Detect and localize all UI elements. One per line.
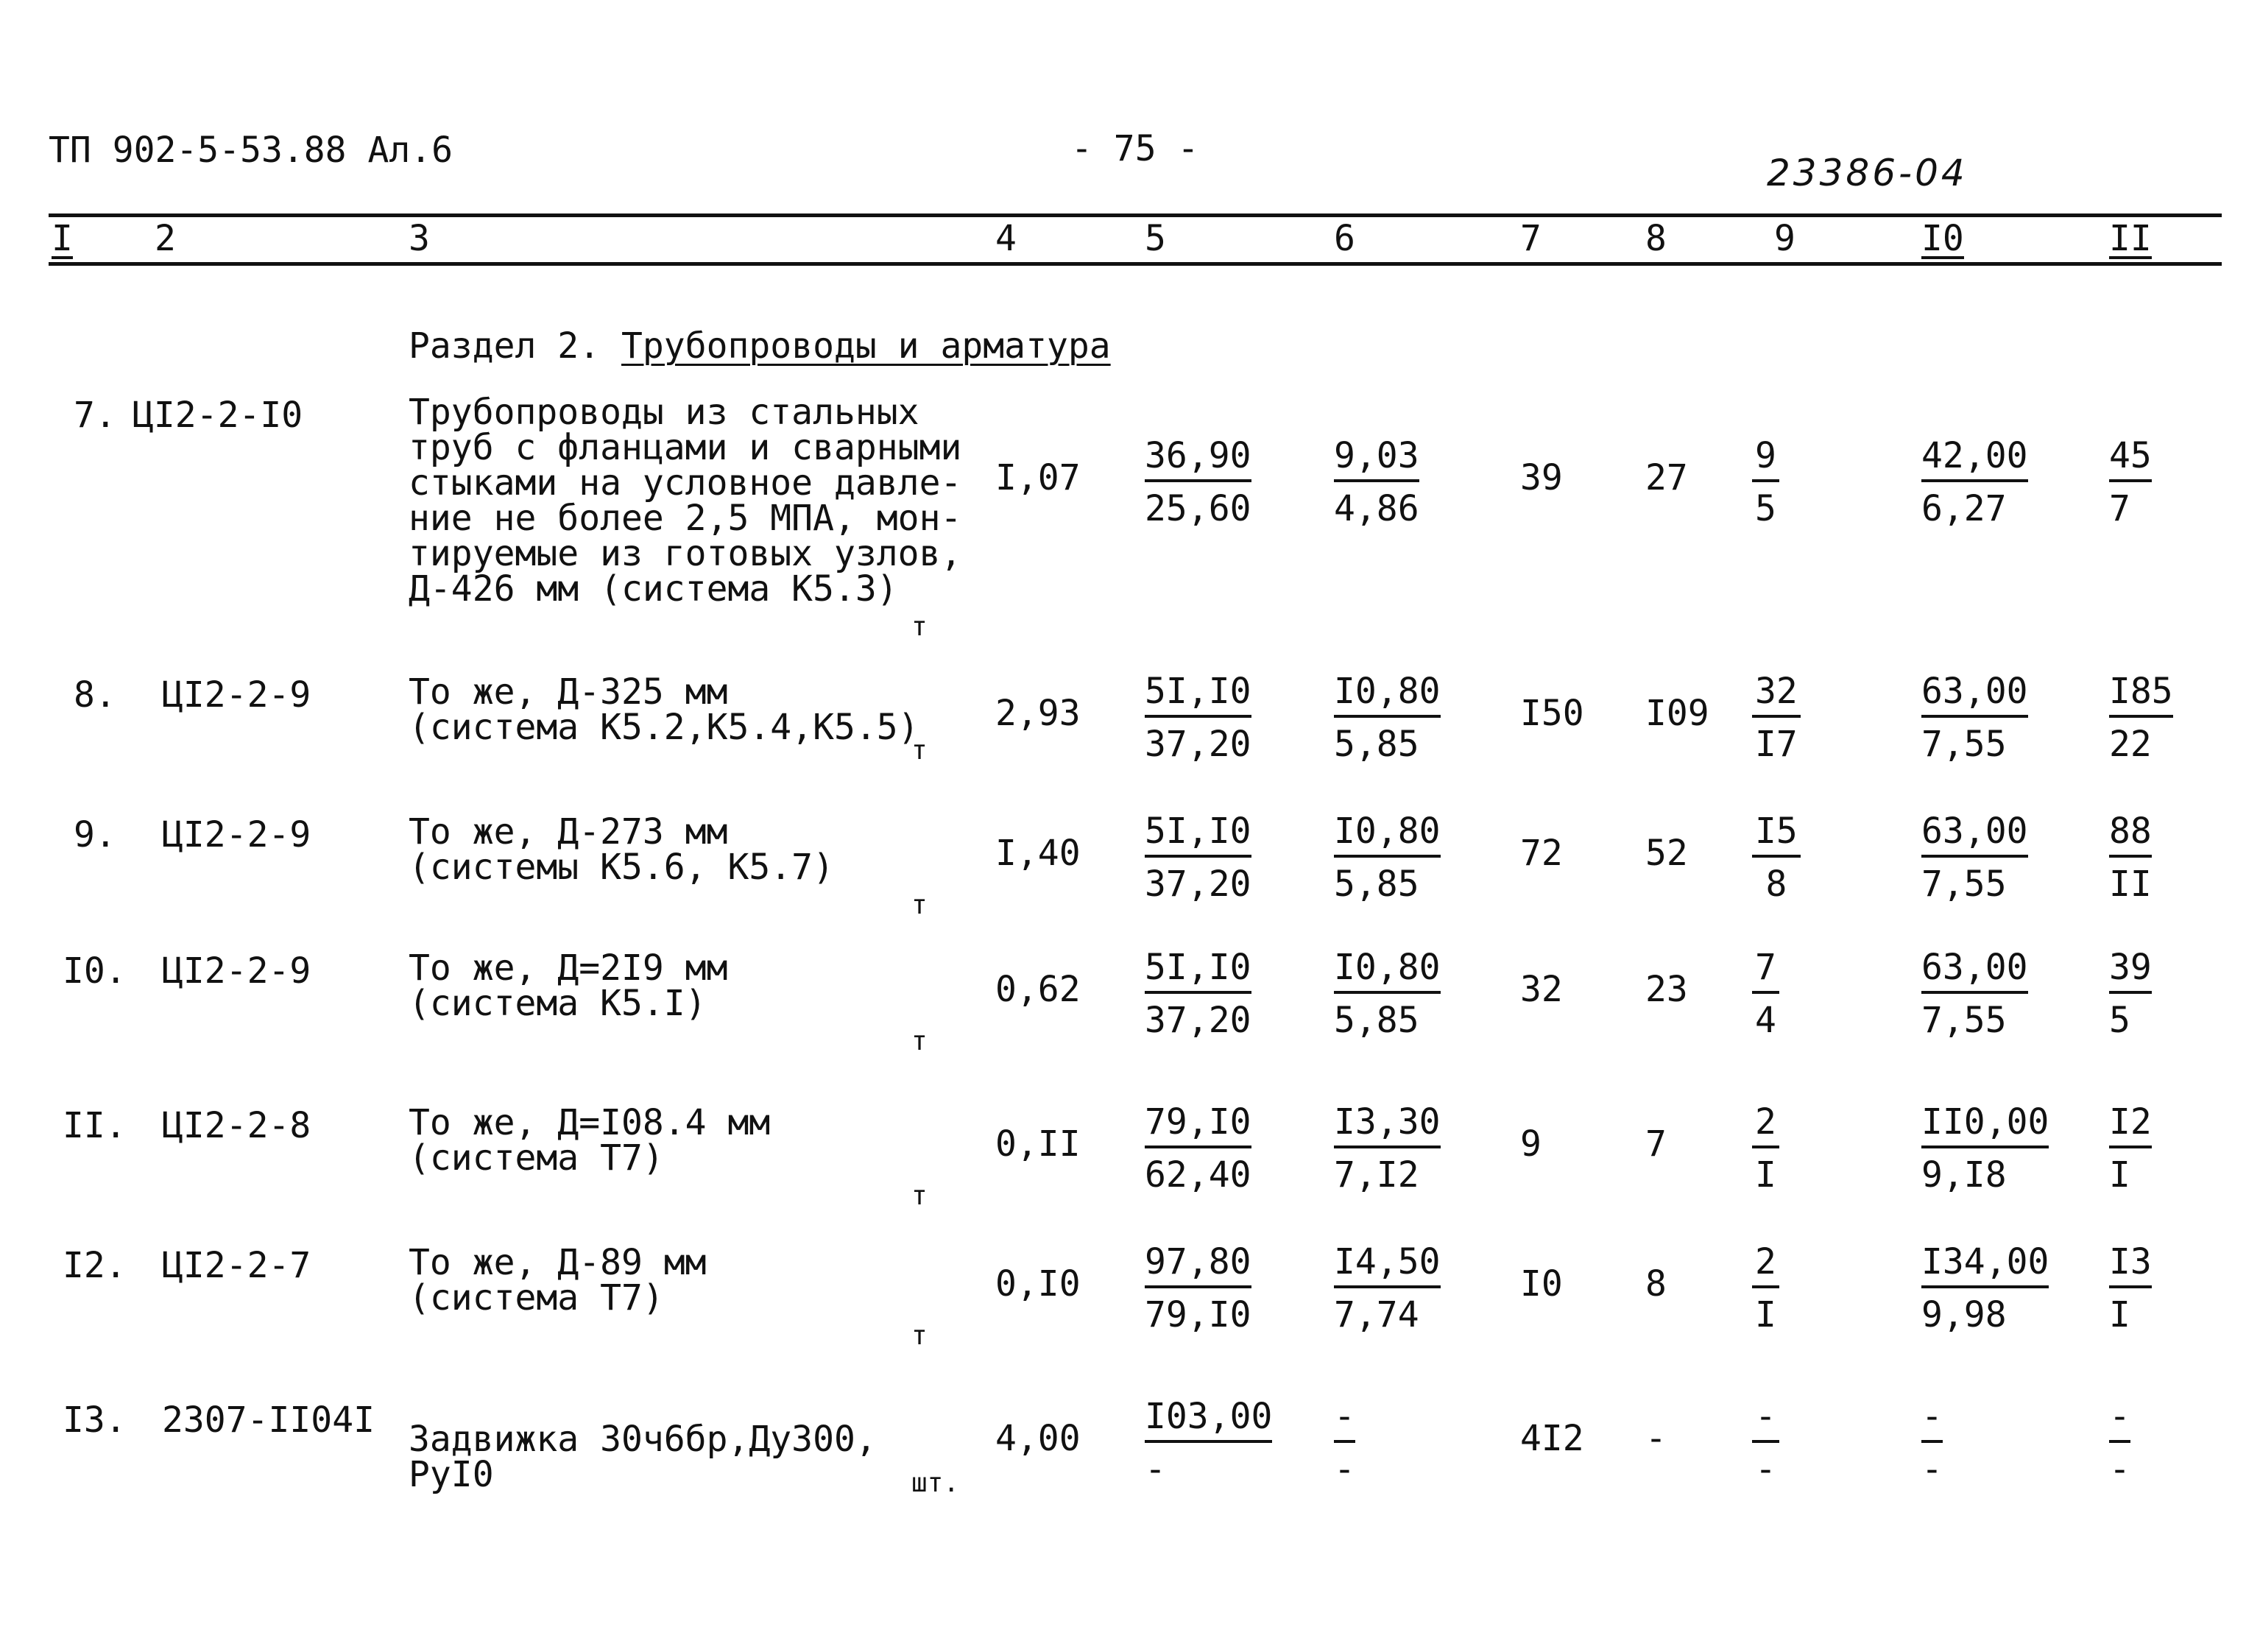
row-col10-denominator: 9,98 [1921,1294,2007,1335]
row-col6-denominator: 4,86 [1334,488,1419,529]
row-col6 [1334,435,1419,529]
row-col11-numerator: 88 [2109,813,2152,858]
row-col10 [1921,1241,2049,1335]
row-col8: 7 [1645,1123,1667,1165]
row-col11 [2109,671,2173,765]
row-col9 [1752,947,1779,1041]
row-description [409,811,834,888]
row-col6-denominator: 5,85 [1334,724,1419,765]
row-col5-denominator: - [1145,1449,1166,1490]
row-number: I2. [63,1245,127,1286]
description-line: То же, Д=I08.4 мм [409,1102,771,1143]
row-number: 7. [74,395,116,436]
row-col8: 8 [1645,1263,1667,1305]
row-col9-denominator: - [1755,1449,1776,1490]
description-line: (системы К5.6, К5.7) [409,847,834,888]
row-col8: - [1645,1418,1667,1459]
row-col5-numerator: 97,80 [1145,1244,1251,1288]
row-col11-denominator: 22 [2109,724,2152,765]
row-col10-denominator: - [1921,1449,1943,1490]
row-col4: I,07 [995,457,1081,498]
row-col6-numerator: I3,30 [1334,1104,1441,1148]
section-title: Трубопроводы и арматура [621,325,1111,367]
row-description [409,671,919,748]
row-col9 [1752,671,1801,765]
column-number-5: 5 [1145,218,1166,259]
section-heading [409,325,1111,367]
row-unit: шт. [911,1468,960,1498]
row-col5-numerator: 36,90 [1145,438,1251,482]
column-number-4: 4 [995,218,1017,259]
row-col6 [1334,671,1441,765]
row-col4: 0,62 [995,969,1081,1010]
row-col6 [1334,1396,1355,1490]
row-col8: I09 [1645,693,1709,734]
row-col7: I0 [1520,1263,1563,1305]
row-unit: т [911,735,928,766]
row-col9-denominator: I [1755,1294,1776,1335]
row-col5-numerator: 5I,I0 [1145,950,1251,994]
row-col6-denominator: 5,85 [1334,1000,1419,1041]
row-number: I3. [63,1399,127,1441]
row-col5-numerator: 5I,I0 [1145,674,1251,718]
row-col9 [1752,435,1779,529]
row-col9 [1752,1241,1779,1335]
row-col7: I50 [1520,693,1584,734]
column-number-3: 3 [409,218,430,259]
description-line: (система К5.2,К5.4,К5.5) [409,707,919,748]
row-description [409,947,728,1024]
description-line: (система К5.I) [409,983,707,1024]
row-col7: 72 [1520,833,1563,874]
row-col6-numerator: I0,80 [1334,674,1441,718]
header-top-rule [49,213,2222,217]
row-col7: 39 [1520,457,1563,498]
row-col10-denominator: 7,55 [1921,724,2007,765]
handwritten-inventory-number: 23386-04 [1767,152,1968,194]
row-col9-denominator: 5 [1755,488,1776,529]
row-number: I0. [63,950,127,992]
row-col9-numerator: 32 [1752,674,1801,718]
description-line: тируемые из готовых узлов, [409,533,962,574]
row-col7: 9 [1520,1123,1542,1165]
row-col6-denominator: - [1334,1449,1355,1490]
table-row [0,1218,2260,1366]
page-number: - 75 - [1071,128,1199,169]
description-line: (система Т7) [409,1137,664,1179]
row-col7: 4I2 [1520,1418,1584,1459]
row-col9-numerator: - [1752,1399,1779,1443]
description-line: ние не более 2,5 МПА, мон- [409,498,962,539]
row-col5 [1145,1101,1251,1196]
row-col11 [2109,811,2152,905]
row-col6-denominator: 5,85 [1334,864,1419,905]
row-col11-denominator: I [2109,1154,2130,1196]
row-col5-denominator: 79,I0 [1145,1294,1251,1335]
row-col9-numerator: 2 [1752,1244,1779,1288]
row-code: ЦI2-2-9 [162,950,311,992]
row-col10 [1921,947,2028,1041]
row-col6 [1334,1101,1441,1196]
row-unit: т [911,1321,928,1351]
row-code: ЦI2-2-9 [162,674,311,716]
description-line: То же, Д-273 мм [409,811,728,853]
column-number-8: 8 [1645,218,1667,259]
row-col11-numerator: I3 [2109,1244,2152,1288]
row-col5 [1145,947,1251,1041]
table-row [0,1373,2260,1520]
row-col9-numerator: 2 [1752,1104,1779,1148]
column-number-2: 2 [155,218,176,259]
row-col6-denominator: 7,I2 [1334,1154,1419,1196]
row-code: ЦI2-2-I0 [133,395,303,436]
row-col5 [1145,1241,1251,1335]
row-col11 [2109,435,2152,529]
row-description [409,392,962,610]
row-col4: 2,93 [995,693,1081,734]
description-line: Задвижка 30ч6бр,Ду300, [409,1419,877,1460]
row-col10 [1921,1101,2049,1196]
document-id: ТП 902-5-53.88 Ал.6 [49,130,453,171]
row-col4: 0,II [995,1123,1081,1165]
row-col9 [1752,811,1801,905]
column-number-11: II [2109,218,2152,259]
row-col11-denominator: I [2109,1294,2130,1335]
description-line: труб с фланцами и сварными [409,427,962,468]
row-col11-denominator: 7 [2109,488,2130,529]
description-line: То же, Д-325 мм [409,671,728,713]
row-col5-denominator: 37,20 [1145,864,1251,905]
row-description [409,1242,707,1319]
row-col11-numerator: 39 [2109,950,2152,994]
row-col5 [1145,435,1251,529]
row-col6-numerator: 9,03 [1334,438,1419,482]
row-col5-numerator: 5I,I0 [1145,813,1251,858]
row-col11-numerator: I2 [2109,1104,2152,1148]
row-col11-denominator: - [2109,1449,2130,1490]
row-col9-numerator: 7 [1752,950,1779,994]
row-unit: т [911,612,928,642]
row-col9 [1752,1396,1779,1490]
row-col4: 0,I0 [995,1263,1081,1305]
row-code: ЦI2-2-7 [162,1245,311,1286]
row-col11 [2109,1396,2130,1490]
row-col10-denominator: 9,I8 [1921,1154,2007,1196]
row-description [409,1419,877,1495]
row-code: ЦI2-2-9 [162,814,311,855]
row-col9-denominator: I [1755,1154,1776,1196]
row-col11 [2109,1241,2152,1335]
row-code: 2307-II04I [162,1399,375,1441]
description-line: То же, Д=2I9 мм [409,947,728,989]
row-col6-numerator: - [1334,1399,1355,1443]
row-col10-numerator: I34,00 [1921,1244,2049,1288]
row-col10-denominator: 6,27 [1921,488,2007,529]
row-col10-numerator: 42,00 [1921,438,2028,482]
row-col6 [1334,811,1441,905]
table-row [0,788,2260,935]
row-col5 [1145,811,1251,905]
row-col8: 27 [1645,457,1688,498]
row-col5-numerator: 79,I0 [1145,1104,1251,1148]
column-number-6: 6 [1334,218,1355,259]
description-line: Д-426 мм (система К5.3) [409,568,898,610]
row-col6-numerator: I0,80 [1334,950,1441,994]
row-col5-denominator: 62,40 [1145,1154,1251,1196]
row-col9-denominator: I7 [1755,724,1798,765]
row-col10-numerator: 63,00 [1921,674,2028,718]
row-col10-numerator: - [1921,1399,1943,1443]
row-col10-denominator: 7,55 [1921,864,2007,905]
row-col6-denominator: 7,74 [1334,1294,1419,1335]
row-unit: т [911,890,928,920]
row-col5-denominator: 37,20 [1145,1000,1251,1041]
row-col10 [1921,435,2028,529]
row-col6-numerator: I0,80 [1334,813,1441,858]
row-col11-denominator: II [2109,864,2152,905]
row-col10-numerator: 63,00 [1921,950,2028,994]
description-line: Трубопроводы из стальных [409,392,919,433]
column-number-10: I0 [1921,218,1964,259]
description-line: То же, Д-89 мм [409,1242,707,1283]
row-col5-numerator: I03,00 [1145,1399,1272,1443]
row-col5-denominator: 37,20 [1145,724,1251,765]
row-number: 8. [74,674,116,716]
row-col10-numerator: 63,00 [1921,813,2028,858]
row-col10 [1921,671,2028,765]
row-col8: 52 [1645,833,1688,874]
row-col9-denominator: 8 [1765,864,1787,905]
row-col8: 23 [1645,969,1688,1010]
header-bottom-rule [49,262,2222,266]
row-col9 [1752,1101,1779,1196]
row-col10-denominator: 7,55 [1921,1000,2007,1041]
row-unit: т [911,1181,928,1211]
row-col9-numerator: I5 [1752,813,1801,858]
row-col4: 4,00 [995,1418,1081,1459]
column-number-7: 7 [1520,218,1542,259]
table-row [0,1079,2260,1226]
description-line: стыками на условное давле- [409,462,962,504]
row-col6 [1334,1241,1441,1335]
row-col5-denominator: 25,60 [1145,488,1251,529]
row-description [409,1102,771,1179]
row-col11-denominator: 5 [2109,1000,2130,1041]
row-number: II. [63,1105,127,1146]
description-line: (система Т7) [409,1277,664,1319]
column-number-9: 9 [1774,218,1795,259]
row-col5 [1145,671,1251,765]
row-col7: 32 [1520,969,1563,1010]
row-col10-numerator: II0,00 [1921,1104,2049,1148]
row-col9-numerator: 9 [1752,438,1779,482]
table-row [0,392,2260,642]
row-col4: I,40 [995,833,1081,874]
row-col11 [2109,1101,2152,1196]
row-code: ЦI2-2-8 [162,1105,311,1146]
row-col10 [1921,1396,1943,1490]
row-col11-numerator: I85 [2109,674,2173,718]
row-col11-numerator: 45 [2109,438,2152,482]
table-row [0,924,2260,1071]
row-col6-numerator: I4,50 [1334,1244,1441,1288]
row-col11 [2109,947,2152,1041]
row-unit: т [911,1026,928,1056]
row-col11-numerator: - [2109,1399,2130,1443]
row-col10 [1921,811,2028,905]
description-line: РуI0 [409,1454,494,1495]
row-number: 9. [74,814,116,855]
row-col5 [1145,1396,1273,1490]
section-prefix: Раздел 2. [409,325,601,367]
row-col6 [1334,947,1441,1041]
row-col9-denominator: 4 [1755,1000,1776,1041]
column-number-1: I [52,218,73,259]
table-row [0,648,2260,795]
